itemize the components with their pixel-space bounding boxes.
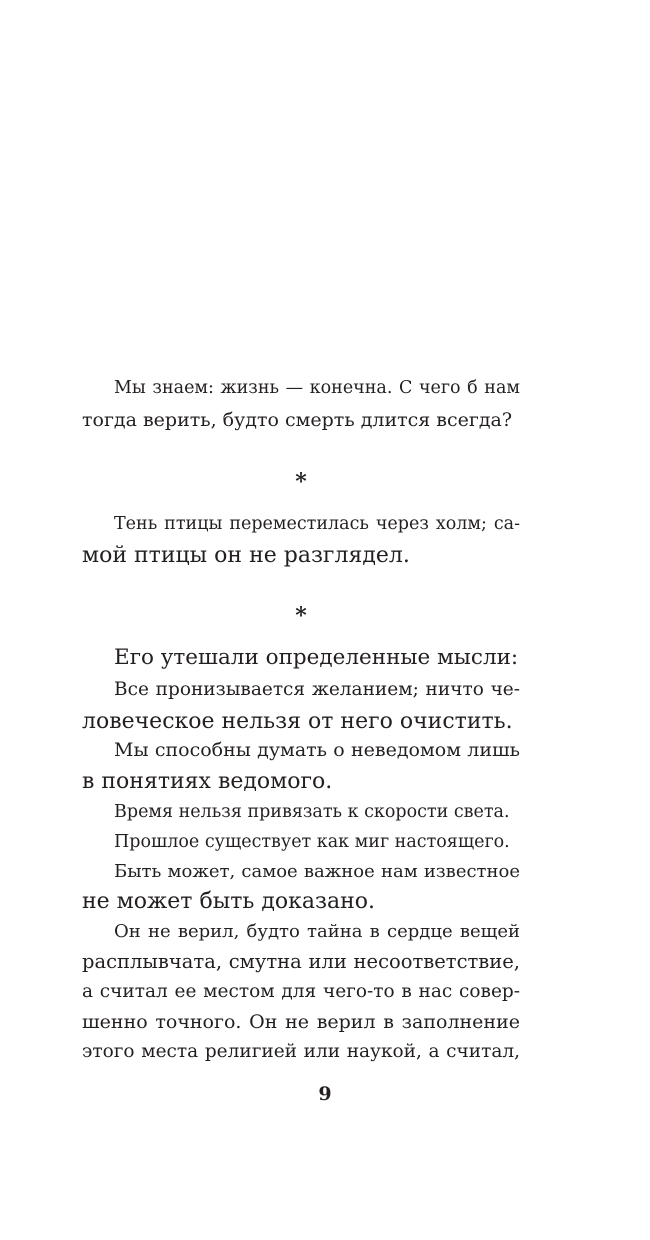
paragraph-4-line-1: Все пронизывается желанием; ничто че- <box>114 679 520 700</box>
paragraph-7-line-1: Прошлое существует как миг настоящего. <box>114 832 510 852</box>
paragraph-9-line-3: а считал ее местом для чего-то в нас совер- <box>82 981 520 1002</box>
paragraph-4-line-2: ловеческое нельзя от него очистить. <box>82 709 513 734</box>
paragraph-9-line-2: расплывчата, смутна или несоответствие, <box>82 950 520 973</box>
paragraph-5-line-2: в понятиях ведомого. <box>82 769 333 794</box>
paragraph-9-line-4: шенно точного. Он не верил в заполнение <box>82 1011 520 1033</box>
paragraph-9-line-5: этого места религией или наукой, а считал, <box>82 1041 520 1062</box>
paragraph-1-line-2: тогда верить, будто смерть длится всегда? <box>82 409 513 431</box>
paragraph-2-line-1: Тень птицы переместилась через холм; са- <box>114 514 520 534</box>
paragraph-9-line-1: Он не верил, будто тайна в сердце вещей <box>114 921 520 942</box>
section-separator: * <box>295 603 307 629</box>
paragraph-3-line-1: Его утешали определенные мысли: <box>114 645 519 670</box>
page-number: 9 <box>318 1083 332 1105</box>
paragraph-2-line-2: мой птицы он не разглядел. <box>82 543 410 568</box>
section-separator: * <box>295 469 307 495</box>
paragraph-1-line-1: Мы знаем: жизнь — конечна. С чего б нам <box>114 378 520 398</box>
paragraph-8-line-1: Быть может, самое важное нам известное <box>114 861 520 882</box>
paragraph-5-line-1: Мы способны думать о неведомом лишь <box>114 739 520 761</box>
paragraph-6-line-1: Время нельзя привязать к скорости света. <box>114 802 510 822</box>
paragraph-8-line-2: не может быть доказано. <box>82 889 376 914</box>
